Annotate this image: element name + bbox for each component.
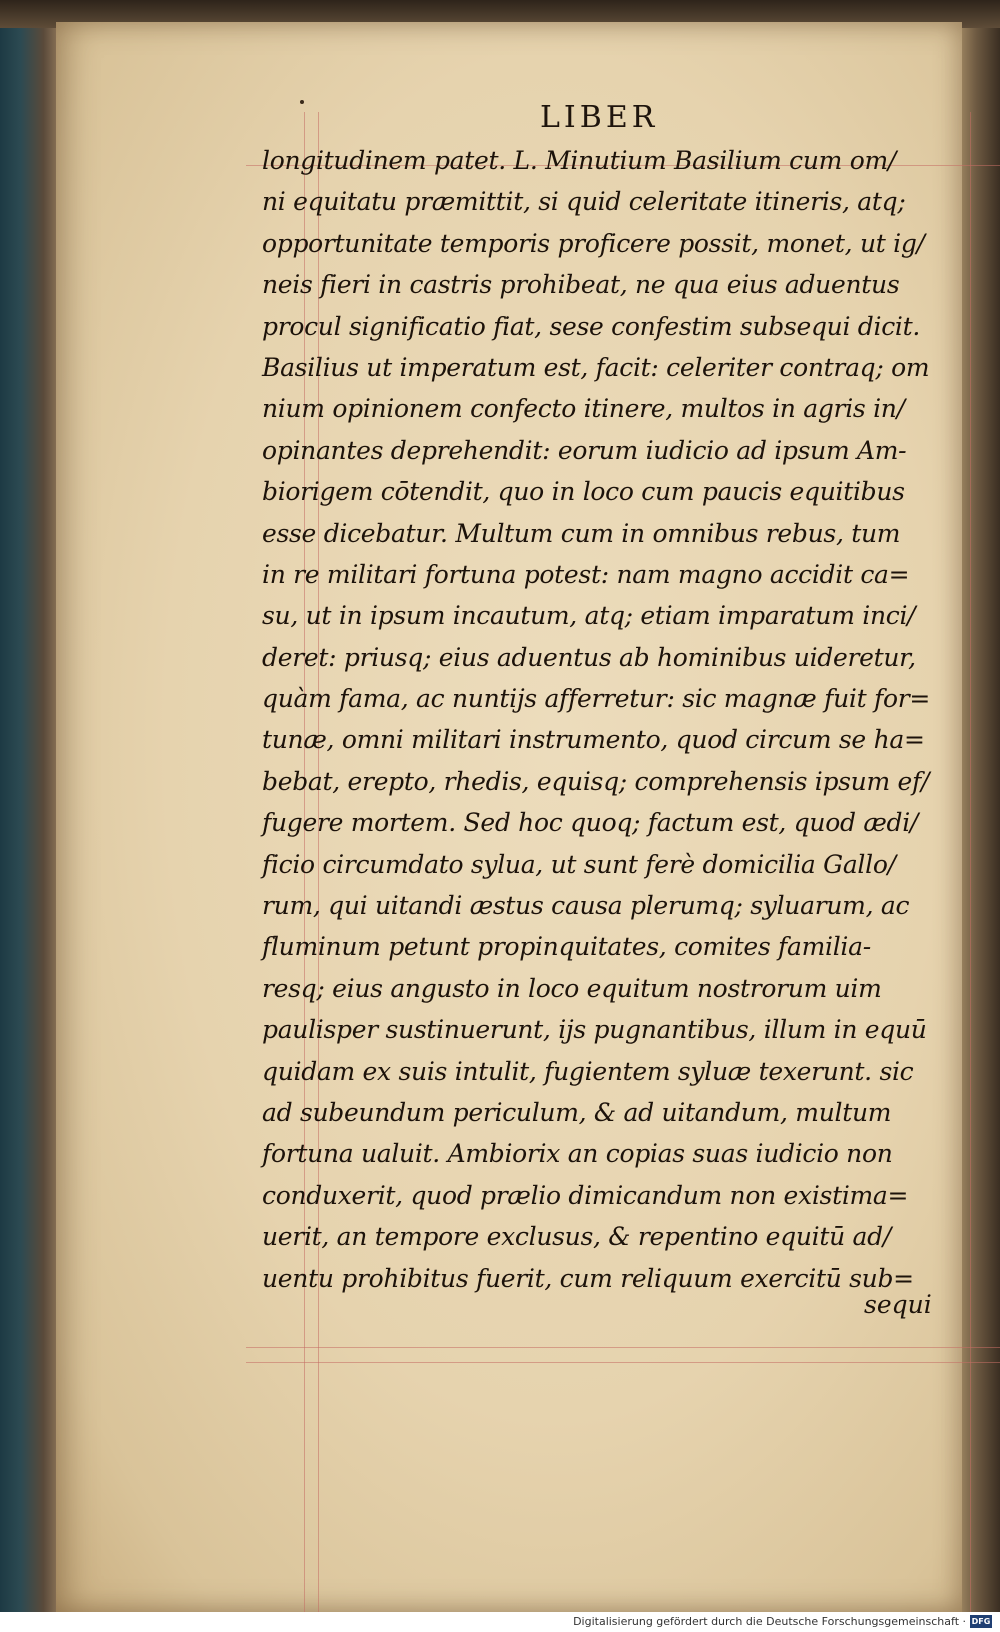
text-line: su, ut in ipsum incautum, atq; etiam imparatum inci/	[262, 601, 916, 631]
text-line: paulisper sustinuerunt, ijs pugnantibus, illum in equū	[262, 1015, 927, 1045]
text-line: uentu prohibitus fuerit, cum reliquum exercitū sub=	[262, 1263, 914, 1293]
text-line: longitudinem patet. L. Minutium Basilium cum om/	[262, 146, 897, 175]
text-line: in re militari fortuna potest: nam magno accidit ca=	[262, 559, 910, 589]
text-line: tunæ, omni militari instrumento, quod circum se ha=	[262, 725, 925, 755]
text-line: ni equitatu præmittit, si quid celeritate itineris, atq;	[262, 187, 906, 217]
text-line: procul significatio fiat, sese confestim subsequi dicit.	[262, 311, 920, 341]
scan-edge-right	[960, 0, 1000, 1632]
text-line: fortuna ualuit. Ambiorix an copias suas iudicio non	[262, 1139, 893, 1169]
text-line: opinantes deprehendit: eorum iudicio ad ipsum Am-	[262, 435, 907, 465]
ruling-line	[970, 112, 971, 1612]
text-line: uerit, an tempore exclusus, & repentino equitū ad/	[262, 1222, 891, 1252]
text-line: quidam ex suis intulit, fugientem syluæ texerunt. sic	[262, 1056, 914, 1086]
text-line: nium opinionem confecto itinere, multos in agris in/	[262, 394, 905, 424]
text-line: fugere mortem. Sed hoc quoq; factum est, quod ædi/	[262, 808, 919, 838]
body-text	[262, 140, 954, 1299]
text-line: resq; eius angusto in loco equitum nostrorum uim	[262, 973, 882, 1003]
text-line: neis fieri in castris prohibeat, ne qua eius aduentus	[262, 270, 900, 300]
text-line: fluminum petunt propinquitates, comites familia-	[262, 932, 871, 962]
text-line: ficio circumdato sylua, ut sunt ferè domicilia Gallo/	[262, 849, 896, 879]
catchword: sequi	[864, 1290, 932, 1319]
text-line: deret: priusq; eius aduentus ab hominibus uideretur,	[262, 642, 916, 672]
ink-speck	[300, 100, 304, 104]
text-line: bebat, erepto, rhedis, equisq; comprehensis ipsum ef/	[262, 766, 930, 796]
funding-credit: Digitalisierung gefördert durch die Deutsche Forschungsgemeinschaft ·	[573, 1615, 966, 1628]
text-line: rum, qui uitandi æstus causa plerumq; syluarum, ac	[262, 891, 910, 921]
scan-edge-left	[0, 0, 58, 1632]
text-line: conduxerit, quod prælio dimicandum non existima=	[262, 1180, 909, 1210]
text-line: ad subeundum periculum, & ad uitandum, multum	[262, 1097, 892, 1127]
dfg-logo-icon: DFG	[971, 1617, 991, 1626]
text-line: opportunitate temporis proficere possit, monet, ut ig/	[262, 228, 925, 258]
text-line: quàm fama, ac nuntijs afferretur: sic magnæ fuit for=	[262, 684, 930, 714]
running-head: LIBER	[540, 100, 659, 135]
text-line: Basilius ut imperatum est, facit: celeriter contraq; om	[262, 352, 930, 382]
ruling-line	[246, 1347, 1000, 1348]
ruling-line	[246, 1362, 1000, 1363]
text-line: esse dicebatur. Multum cum in omnibus rebus, tum	[262, 518, 901, 548]
text-line: biorigem cōtendit, quo in loco cum paucis equitibus	[262, 477, 905, 507]
